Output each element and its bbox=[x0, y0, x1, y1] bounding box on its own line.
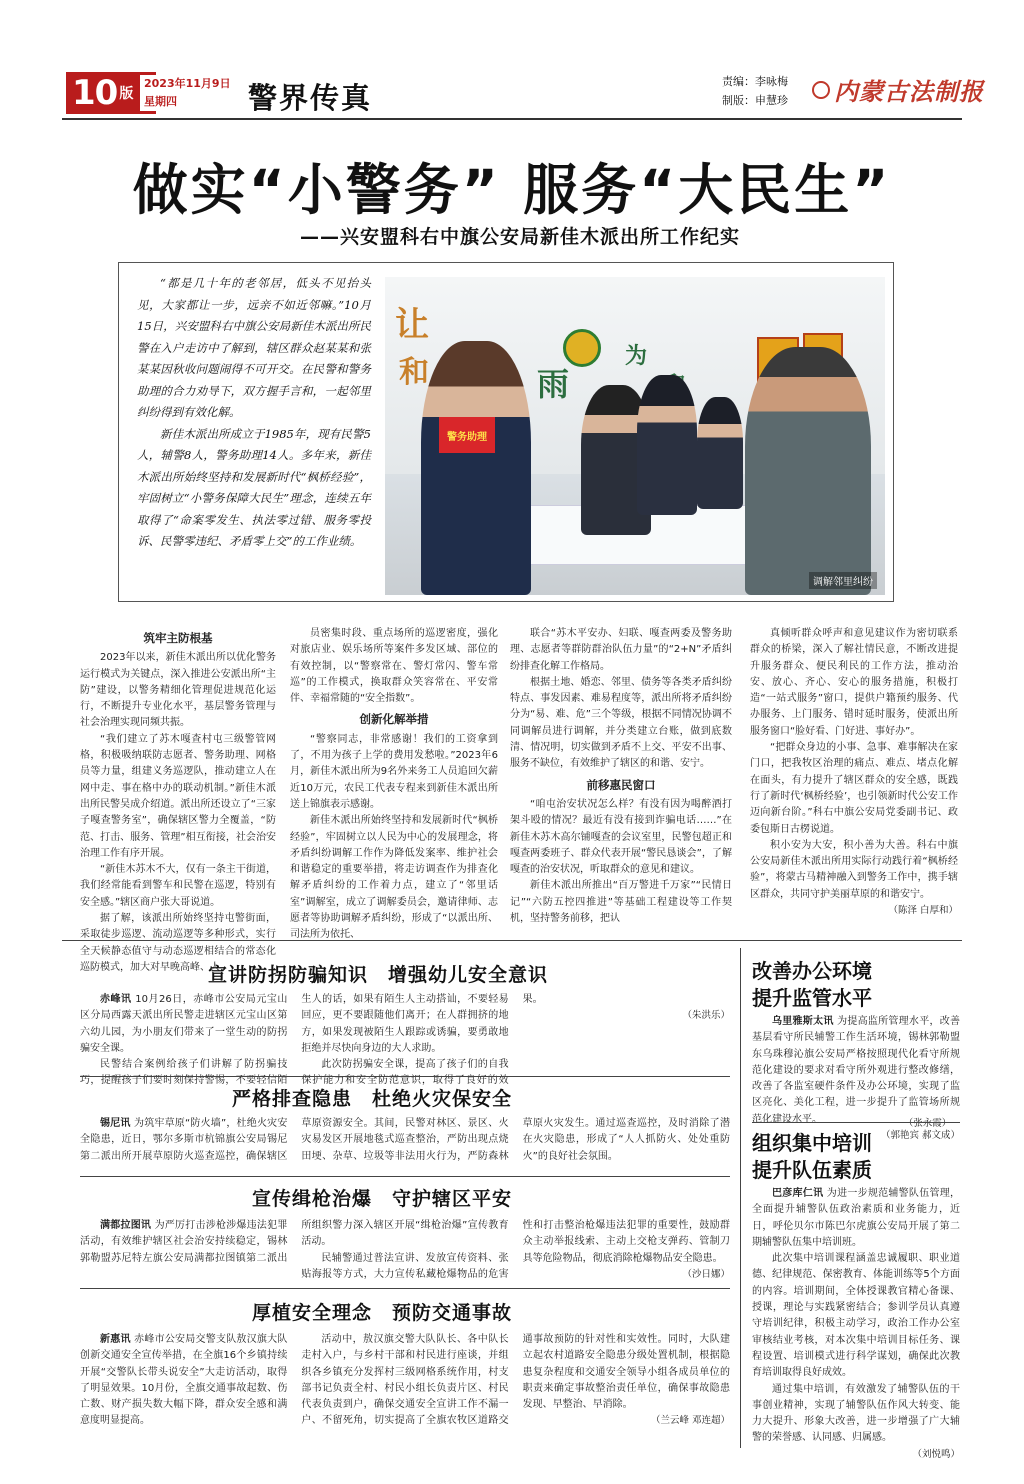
police-figure bbox=[637, 375, 697, 515]
article-headline: 宣讲防拐防骗知识 增强幼儿安全意识 bbox=[208, 964, 549, 986]
feature-photo bbox=[385, 277, 885, 595]
intro-paragraph: “都是几十年的老邻居，低头不见抬头见，大家都让一步，远亲不如近邻嘛。”10月15日，兴安盟科右中旗公安局新佳木派出所民警在入户走访中了解到，辖区群众赵某某和张某某因秋收问题闹得不可开交。在民警和警务助理的合力劝导下，双方握手言和，一起邻里纠纷得到有效化解。 bbox=[137, 276, 371, 419]
column-divider bbox=[740, 948, 741, 1448]
feature-column-4 bbox=[750, 626, 958, 919]
paragraph: 此次集中培训课程涵盖忠诚履职、职业道德、纪律规范、保密教育、体能训练等5个方面的内容。培训期间，全体授课教官精心备课、授课，理论与实践紧密结合；参训学员认真遵守培训纪律，积极主动学习，政治工作办公室审核结业考核，对本次集中培训目标任务、课程设置、培训模式进行科学谋划，确保此次教育培训取得良好成效。 bbox=[752, 1253, 960, 1379]
editor-credits bbox=[722, 72, 788, 110]
feature-column-1 bbox=[80, 626, 276, 976]
photo-caption: 调解邻里纠纷 bbox=[809, 572, 877, 589]
resident-figure bbox=[745, 347, 871, 595]
paragraph: 活动中，敖汉旗交警大队队长、各中队长走村入户，与乡村干部和村民进行座谈，并组织各乡镇充分发挥村三级网格系统作用，村支部书记负责全村、村民小组长负责片区、村民代表负责到户，确保交通安全宣讲工作不漏一户、不留死角，切实提高了全旗农牧区道路交通事故预防的针对性和实效性。同时，大队建立起农村道路安全隐患分级处置机制，根据隐患复杂程度和交通安全领导小组各成员单位的职责来确定事故整治责任单位，确保事故隐患发现、早整治、早消除。 bbox=[301, 1334, 730, 1427]
byline: （陈泽 白厚和） bbox=[888, 905, 958, 917]
section-divider bbox=[62, 940, 962, 941]
logo-text: 内蒙古法制报 bbox=[834, 77, 984, 106]
side-headline-line: 提升监管水平 bbox=[752, 986, 872, 1010]
wall-character: 雨 bbox=[537, 365, 570, 403]
wall-emblem bbox=[563, 329, 601, 367]
byline: （张永霞） bbox=[903, 1118, 952, 1129]
feature-intro-box bbox=[118, 262, 894, 602]
paragraph: 根据土地、婚恋、邻里、债务等各类矛盾纠纷特点、事发因素、难易程度等，派出所将矛盾纠纷分为“易、难、危”三个等级，根据不同情况协调不同调解员进行调解，并分类建立台账，做到底数清、情况明，切实做到矛盾不上交、平安不出事、服务不缺位，有效维护了辖区的和谐、安宁。 bbox=[510, 676, 732, 770]
wall-character: 让 bbox=[395, 305, 429, 345]
paragraph: 员密集时段、重点场所的巡逻密度，强化对旅店业、娱乐场所等案件多发区域、部位的有效控制，以“警察常在、警灯常闪、警车常巡”的工作模式，换取群众笑容常在、平安常伴、幸福常随的“安全指数”。 bbox=[290, 628, 498, 705]
side-headline bbox=[752, 1130, 872, 1184]
police-figure bbox=[697, 397, 743, 509]
intro-text bbox=[137, 273, 371, 553]
feature-column-2 bbox=[290, 626, 498, 944]
auxiliary-officer-figure bbox=[421, 341, 531, 595]
armband: 警务助理 bbox=[439, 417, 495, 453]
paragraph: 民辅警通过普法宣讲、发放宣传资料、张贴海报等方式，大力宣传私藏枪爆物品的危害性和打击整治枪爆违法犯罪的重要性，鼓励群众主动举报线索、主动上交枪支弹药、管制刀具等危险物品，彻底消除枪爆物品安全隐患。 bbox=[301, 1220, 730, 1280]
newspaper-logo bbox=[812, 72, 984, 107]
feature-subtitle: ——兴安盟科右中旗公安局新佳木派出所工作纪实 bbox=[300, 226, 741, 248]
side-headline-line: 改善办公环境 bbox=[752, 959, 872, 983]
side-article-body bbox=[752, 1014, 960, 1144]
byline: （朱洪乐） bbox=[682, 1010, 730, 1022]
subheading: 前移惠民窗口 bbox=[586, 777, 656, 792]
byline: （沙日娜） bbox=[682, 1268, 730, 1280]
paragraph: 为进一步规范辅警队伍管理，全面提升辅警队伍政治素质和业务能力，近日，呼伦贝尔市陈巴尔虎旗公安局开展了第二期辅警队伍集中培训班。 bbox=[752, 1188, 960, 1248]
paragraph: 为严厉打击涉枪涉爆违法犯罪活动，有效维护辖区社会治安持续稳定，锡林郭勒盟苏尼特左旗公安局满都拉图镇第二派出所组织警力深入辖区开展“缉枪治爆”宣传教育活动。 bbox=[80, 1220, 509, 1264]
paragraph: 联合“苏木平安办、妇联、嘎查两委及警务助理、志愿者等群防群治队伍力量”的“2+N”矛盾纠纷排查化解工作格局。 bbox=[510, 628, 732, 672]
article-body bbox=[80, 1332, 730, 1460]
producer-name: 制版：申慧珍 bbox=[722, 94, 788, 107]
paragraph: “新佳木苏木不大，仅有一条主干街道，我们经常能看到警车和民警在巡逻，特别有安全感。”辖区商户张大哥说道。 bbox=[80, 864, 276, 908]
paragraph: 新佳木派出所推出“百万警进千万家”“民情日记”“六防五控四推进”等基础工程建设等工作契机，坚持警务前移，把认 bbox=[510, 880, 732, 925]
issue-weekday: 星期四 bbox=[144, 95, 177, 108]
paragraph: “把群众身边的小事、急事、难事解决在家门口，把我牧区治理的痛点、难点、堵点化解在面头，有力提升了辖区群众的安全感，既践行了新时代‘枫桥经验’，也引领新时代公安工作迈向新台阶。”科右中旗公安局党委副书记、政委包斯日古楞说道。 bbox=[750, 742, 958, 835]
article-divider bbox=[80, 1076, 730, 1077]
editor-name: 责编：李咏梅 bbox=[722, 75, 788, 88]
intro-paragraph: 新佳木派出所成立于1985年，现有民警5人，辅警8人，警务助理14人。多年来，新佳木派出所始终坚持和发展新时代“枫桥经验”，牢固树立“小警务保障大民生”理念，连续五年取得了“命案零发生、执法零过错、服务零投诉、民警零违纪、矛盾零上交”的工作业绩。 bbox=[137, 426, 371, 548]
side-article-body bbox=[752, 1186, 960, 1464]
side-divider bbox=[752, 1122, 960, 1123]
side-headline bbox=[752, 958, 872, 1012]
paragraph: 为筑牢草原“防火墙”，杜绝火灾安全隐患，近日，鄂尔多斯市杭锦旗公安局锡尼第二派出所开展草原防火巡查巡控，确保辖区草原资源安全。其间，民警对林区、景区、火灾易发区开展地毯式巡查整治，严防出现点烧田埂、杂草、垃圾等非法用火行为，严防森林草原火灾发生。通过巡查巡控，及时消除了潜在火灾隐患，形成了“人人抓防火、处处重防火”的良好社会氛围。 bbox=[80, 1118, 730, 1162]
subheading: 筑牢主防根基 bbox=[143, 631, 213, 645]
date-block bbox=[140, 75, 235, 111]
side-headline-line: 组织集中培训 bbox=[752, 1131, 872, 1155]
dateline: 满都拉图讯 bbox=[100, 1220, 152, 1231]
article-headline: 宣传缉枪治爆 守护辖区平安 bbox=[252, 1188, 513, 1210]
paragraph: 为提高监所管理水平，改善基层看守所民辅警工作生活环境，锡林郭勒盟东乌珠穆沁旗公安局严格按照现代化看守所规范化建设的要求对看守所外观进行整改修缮，改善了各监室硬件条件及办公环境，实现了监区亮化、美化工程，进一步提升了监管场所规范化建设水平。 bbox=[752, 1016, 961, 1125]
wall-character: 和 bbox=[399, 355, 429, 390]
dateline: 乌里雅斯太讯 bbox=[772, 1016, 834, 1027]
feature-column-3 bbox=[510, 626, 732, 927]
article-headline: 严格排查隐患 杜绝火灾保安全 bbox=[232, 1088, 513, 1110]
issue-date: 2023年11月9日 bbox=[144, 77, 231, 90]
paragraph: “我们建立了苏木嘎查村屯三级警管网格，积极吸纳联防志愿者、警务助理、网格员等力量，组建义务巡逻队，推动建立人在网中走、事在格中办的联动机制。”新佳木派出所民警吴成介绍道。派出所还设立了“三家子嘎查警务室”，确保辖区警力全覆盖，“防范、打击、服务、管理”相互衔接，社会治安治理工作有序开展。 bbox=[80, 733, 276, 859]
wall-character: 为 bbox=[625, 344, 648, 369]
paragraph: 通过集中培训，有效激发了辅警队伍的干事创业精神，实现了辅警队伍作风大转变、能力大提升、形象大改善，进一步增强了广大辅警的荣誉感、认同感、归属感。 bbox=[752, 1383, 960, 1444]
article-body bbox=[80, 1218, 730, 1284]
paragraph: 真倾听群众呼声和意见建议作为密切联系群众的桥梁，深入了解社情民意，不断改进提升服务群众、便民利民的工作方法，推动治安、放心、齐心、安心的服务措施，积极打造“一站式服务”窗口，提供户籍预约服务、代办服务、上门服务、错时延时服务，使派出所服务窗口“脸好看、门好进、事好办”。 bbox=[750, 628, 958, 737]
paragraph: “咱屯治安状况怎么样？有没有因为喝醉酒打架斗殴的情况？最近有没有接到诈骗电话……”在新佳木苏木高尔铺嘎查的会议室里，民警包超正和嘎查两委班子、群众代表开展“警民恳谈会”，了解嘎查的治安状况，听取群众的意见和建议。 bbox=[510, 798, 732, 876]
dateline: 赤峰讯 bbox=[100, 994, 132, 1005]
logo-icon bbox=[812, 81, 830, 99]
byline: （刘悦鸣） bbox=[912, 1448, 960, 1460]
paragraph: 据了解，该派出所始终坚持屯警街面，采取徒步巡逻、流动巡逻等多种形式，实行全天候静态值守与动态巡逻相结合的常态化巡防模式，加大对早晚高峰、人 bbox=[80, 913, 276, 973]
article-divider bbox=[80, 1288, 730, 1289]
paragraph: 2023年以来，新佳木派出所以优化警务运行模式为关键点，深入推进公安派出所“主防”建设，以警务精细化管理促进规范化运行，不断提升专业化水平，基层警务管理与社会治理实现同频共振。 bbox=[80, 652, 276, 729]
byline: （兰云峰 邓连超） bbox=[650, 1415, 730, 1427]
paragraph: 积小安为大安，积小善为大善。科右中旗公安局新佳木派出所用实际行动践行着“枫桥经验”，将蒙古马精神融入到警务工作中，携手辖区群众，共同守护美丽草原的和谐安宁。 bbox=[750, 839, 958, 900]
paragraph: 新佳木派出所始终坚持和发展新时代“枫桥经验”，牢固树立以人民为中心的发展理念，将矛盾纠纷调解工作作为降低发案率、维护社会和谐稳定的重要举措，将走访调查作为排查化解矛盾纠纷的工作着力点，建立了“邻里话室”调解室，成立了调解委员会，邀请律师、志愿者等协助调解矛盾纠纷，形成了“以派出所、司法所为依托、 bbox=[290, 815, 498, 941]
page-number: 10 bbox=[72, 73, 118, 113]
paragraph: 赤峰市公安局交警支队敖汉旗大队创新交通安全宣传举措，在全旗16个乡镇持续开展“交警队长带头说安全”大走访活动，取得了明显效果。10月份，全旗交通事故起数、伤亡数、财产损失数大幅下降，群众安全感和满意度明显提高。 bbox=[80, 1334, 288, 1427]
feature-headline: 做实“小警务” 服务“大民生” bbox=[132, 158, 892, 222]
subheading: 创新化解举措 bbox=[359, 712, 429, 727]
section-title: 警界传真 bbox=[248, 81, 373, 115]
dateline: 新惠讯 bbox=[100, 1334, 131, 1345]
side-headline-line: 提升队伍素质 bbox=[752, 1158, 872, 1182]
paragraph: 民警结合案例给孩子们讲解了防拐骗技巧，提醒孩子们要时刻保持警惕，不要轻信陌生人的话，如果有陌生人主动搭讪，不要轻易回应，更不要跟随他们离开；在人群拥挤的地方，如果发现被陌生人跟踪或诱骗，要勇敢地拒绝并尽快向身边的大人求助。 bbox=[80, 994, 509, 1087]
paragraph: 10月26日，赤峰市公安局元宝山区分局西露天派出所民警走进辖区元宝山区第六幼儿园，为小朋友们带来了一堂生动的防拐骗安全课。 bbox=[80, 994, 288, 1054]
page-suffix: 版 bbox=[119, 86, 134, 102]
dateline: 锡尼讯 bbox=[100, 1118, 131, 1129]
article-divider bbox=[80, 1176, 730, 1177]
paragraph: 此次防拐骗安全课，提高了孩子们的自我保护能力和安全防范意识，取得了良好的效果。 bbox=[301, 994, 543, 1087]
article-body bbox=[80, 992, 730, 1098]
article-headline: 厚植安全理念 预防交通事故 bbox=[252, 1302, 513, 1324]
paragraph: “警察同志，非常感谢！我们的工资拿到了，不用为孩子上学的费用发愁啦。”2023年6月，新佳木派出所为9名外来务工人员追回欠薪近10万元，农民工代表专程来到新佳木派出所送上锦旗表示感谢。 bbox=[290, 733, 498, 810]
byline: （郭艳宾 郝文成） bbox=[880, 1130, 960, 1142]
masthead-rule bbox=[62, 118, 962, 120]
dateline: 巴彦库仁讯 bbox=[772, 1188, 824, 1199]
